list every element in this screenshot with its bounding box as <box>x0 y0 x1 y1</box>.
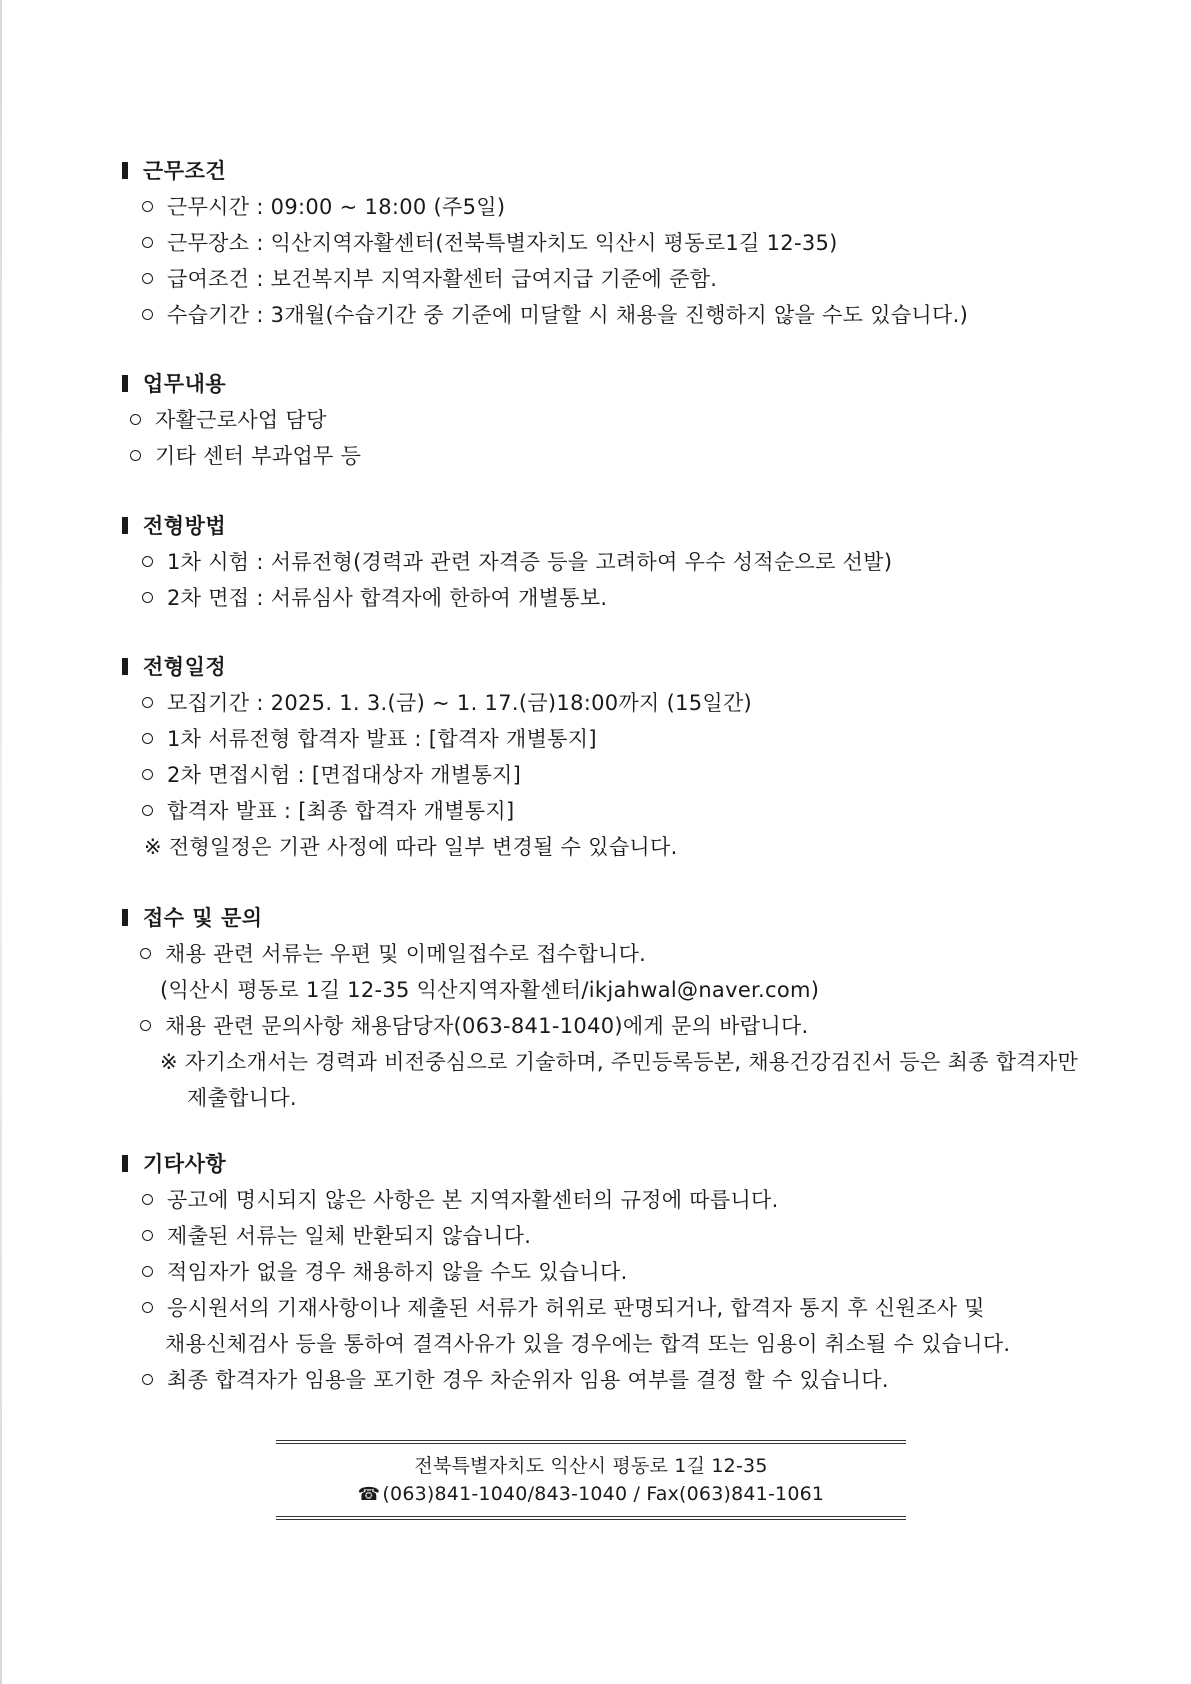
heading-bar-icon <box>122 1155 128 1172</box>
list-item-text: 공고에 명시되지 않은 사항은 본 지역자활센터의 규정에 따릅니다. <box>167 1188 779 1212</box>
continuation-text <box>160 974 819 1004</box>
continuation-text <box>165 1328 1010 1358</box>
heading-text: 접수 및 문의 <box>143 906 263 930</box>
footer-contact <box>276 1483 906 1505</box>
list-item-text: 근무장소 : 익산지역자활센터(전북특별자치도 익산시 평동로1길 12-35) <box>167 231 838 255</box>
list-item <box>142 299 968 329</box>
list-item <box>142 263 717 293</box>
circle-bullet-icon <box>142 273 153 284</box>
list-item-text: 채용 관련 문의사항 채용담당자(063-841-1040)에게 문의 바랍니다. <box>165 1014 809 1038</box>
circle-bullet-icon <box>142 201 153 212</box>
heading-text: 업무내용 <box>143 372 227 396</box>
footer-address <box>276 1451 906 1478</box>
footer-address-text: 전북특별자치도 익산시 평동로 1길 12-35 <box>414 1455 768 1477</box>
section-heading <box>122 510 226 540</box>
circle-bullet-icon <box>142 805 153 816</box>
heading-text: 기타사항 <box>143 1152 227 1176</box>
note-text <box>144 831 678 861</box>
continuation-text <box>187 1082 297 1112</box>
list-item <box>142 191 505 221</box>
circle-bullet-icon <box>140 948 151 959</box>
circle-bullet-icon <box>142 1194 153 1205</box>
list-item <box>142 687 752 717</box>
list-item <box>142 795 514 825</box>
circle-bullet-icon <box>140 1020 151 1031</box>
list-item <box>142 546 892 576</box>
heading-bar-icon <box>122 375 128 392</box>
section-heading <box>122 1148 226 1178</box>
section-heading <box>122 155 226 185</box>
list-item-text: 채용 관련 서류는 우편 및 이메일접수로 접수합니다. <box>165 942 647 966</box>
scan-edge <box>0 0 2 1684</box>
note-text <box>160 1046 1078 1076</box>
list-item-text: 수습기간 : 3개월(수습기간 중 기준에 미달할 시 채용을 진행하지 않을 수도 있습니다.) <box>167 303 969 327</box>
list-item-text: 2차 면접 : 서류심사 합격자에 한하여 개별통보. <box>167 586 608 610</box>
circle-bullet-icon <box>142 1302 153 1313</box>
list-item <box>142 1256 628 1286</box>
circle-bullet-icon <box>142 769 153 780</box>
list-item <box>142 1292 985 1322</box>
heading-text: 전형방법 <box>143 514 227 538</box>
list-item <box>142 1220 531 1250</box>
list-item-text: 최종 합격자가 임용을 포기한 경우 차순위자 임용 여부를 결정 할 수 있습니다. <box>167 1368 889 1392</box>
list-item-text: 1차 서류전형 합격자 발표 : [합격자 개별통지] <box>167 727 597 751</box>
heading-text: 전형일정 <box>143 655 227 679</box>
circle-bullet-icon <box>142 1230 153 1241</box>
footer <box>276 1440 906 1522</box>
circle-bullet-icon <box>142 237 153 248</box>
list-item <box>142 582 607 612</box>
circle-bullet-icon <box>142 697 153 708</box>
note-text-content: ※ 전형일정은 기관 사정에 따라 일부 변경될 수 있습니다. <box>144 835 678 859</box>
list-item-text: 2차 면접시험 : [면접대상자 개별통지] <box>167 763 522 787</box>
footer-top-rule <box>276 1440 906 1444</box>
section-heading <box>122 651 226 681</box>
list-item <box>142 1364 889 1394</box>
footer-bottom-rule <box>276 1516 906 1520</box>
heading-bar-icon <box>122 162 128 179</box>
list-item-text: 기타 센터 부과업무 등 <box>155 444 362 468</box>
list-item-text: 자활근로사업 담당 <box>155 408 327 432</box>
list-item <box>142 723 597 753</box>
circle-bullet-icon <box>142 733 153 744</box>
list-item <box>142 227 838 257</box>
list-item-text: 1차 시험 : 서류전형(경력과 관련 자격증 등을 고려하여 우수 성적순으로 선발) <box>167 550 893 574</box>
list-item <box>142 759 521 789</box>
circle-bullet-icon <box>130 414 141 425</box>
list-item-text: 합격자 발표 : [최종 합격자 개별통지] <box>167 799 515 823</box>
list-item-text: 적임자가 없을 경우 채용하지 않을 수도 있습니다. <box>167 1260 628 1284</box>
list-item-text: 모집기간 : 2025. 1. 3.(금) ~ 1. 17.(금)18:00까지 (15일간) <box>167 691 753 715</box>
list-item-text: 제출된 서류는 일체 반환되지 않습니다. <box>167 1224 532 1248</box>
continuation-text-content: 채용신체검사 등을 통하여 결격사유가 있을 경우에는 합격 또는 임용이 취소될 수 있습니다. <box>165 1332 1011 1356</box>
list-item <box>142 1184 779 1214</box>
circle-bullet-icon <box>142 592 153 603</box>
list-item <box>140 938 646 968</box>
circle-bullet-icon <box>130 450 141 461</box>
heading-bar-icon <box>122 658 128 675</box>
phone-icon: ☎ <box>357 1484 381 1505</box>
heading-bar-icon <box>122 909 128 926</box>
list-item-text: 근무시간 : 09:00 ~ 18:00 (주5일) <box>167 195 506 219</box>
note-text-content: ※ 자기소개서는 경력과 비전중심으로 기술하며, 주민등록등본, 채용건강검진서 등은 최종 합격자만 <box>160 1050 1079 1074</box>
heading-bar-icon <box>122 517 128 534</box>
continuation-text-content: (익산시 평동로 1길 12-35 익산지역자활센터/ikjahwal@naver.com) <box>160 978 820 1002</box>
list-item <box>130 404 327 434</box>
continuation-text-content: 제출합니다. <box>187 1086 297 1110</box>
heading-text: 근무조건 <box>143 159 227 183</box>
list-item-text: 응시원서의 기재사항이나 제출된 서류가 허위로 판명되거나, 합격자 통지 후 신원조사 및 <box>167 1296 985 1320</box>
section-heading <box>122 902 263 932</box>
circle-bullet-icon <box>142 309 153 320</box>
section-heading <box>122 368 226 398</box>
footer-contact-text: (063)841-1040/843-1040 / Fax(063)841-1061 <box>382 1483 825 1505</box>
list-item <box>140 1010 809 1040</box>
circle-bullet-icon <box>142 1374 153 1385</box>
circle-bullet-icon <box>142 1266 153 1277</box>
circle-bullet-icon <box>142 556 153 567</box>
list-item-text: 급여조건 : 보건복지부 지역자활센터 급여지급 기준에 준함. <box>167 267 718 291</box>
list-item <box>130 440 361 470</box>
